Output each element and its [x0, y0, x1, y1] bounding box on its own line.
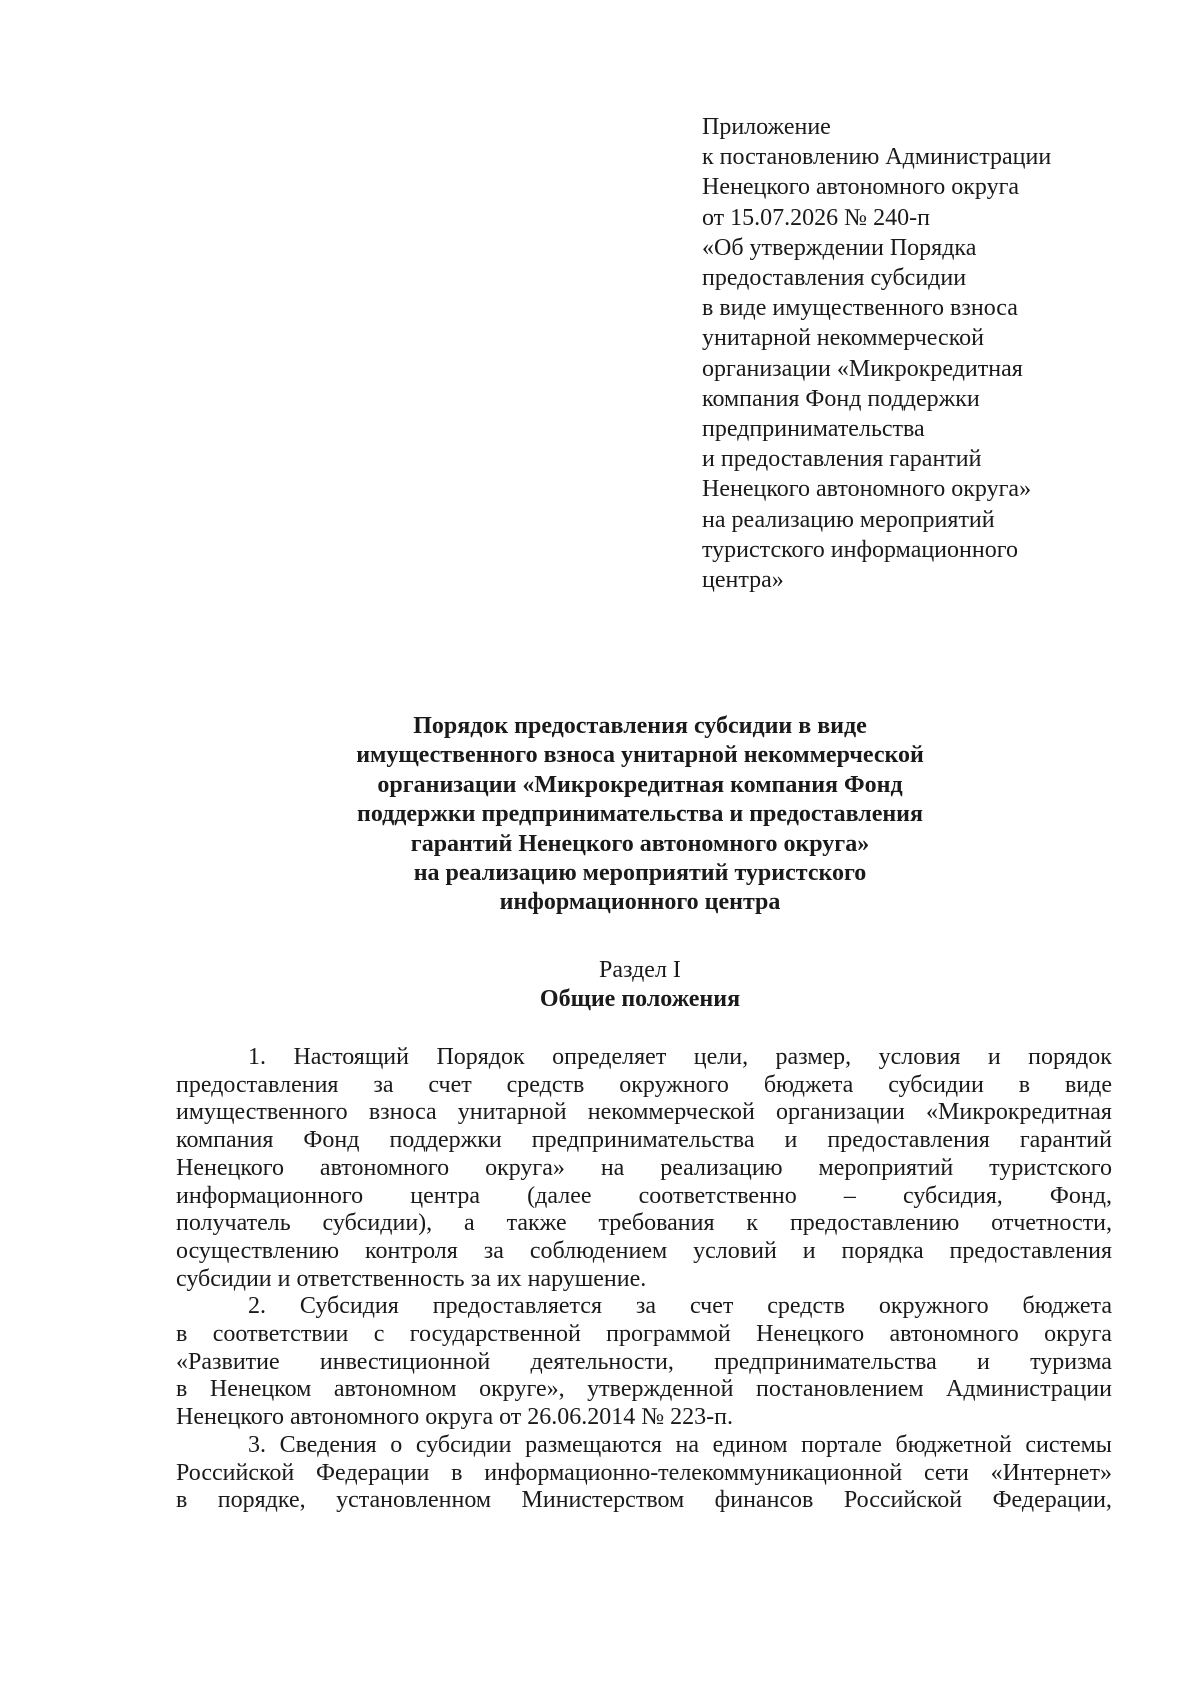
word: и [977, 1348, 990, 1375]
word: взноса [368, 1099, 437, 1126]
word: получатель [176, 1210, 291, 1237]
appendix-line: на реализацию мероприятий [702, 506, 995, 533]
word: реализацию [660, 1154, 783, 1181]
word: Ненецком [209, 1376, 312, 1403]
word: инвестиционной [319, 1348, 491, 1375]
paragraph-line [176, 1044, 1112, 1072]
word: в [176, 1487, 188, 1514]
paragraph-line [176, 1099, 1112, 1127]
appendix-line: туристского информационного [702, 536, 1018, 563]
paragraph-line [176, 1432, 1112, 1460]
word: информационно-телекоммуникационной [484, 1459, 903, 1486]
word: 2. [248, 1293, 266, 1320]
word: «Микрокредитная [926, 1099, 1112, 1126]
word: счет [428, 1071, 472, 1098]
word: размер, [775, 1044, 852, 1070]
word: на [600, 1154, 625, 1181]
word: Ненецкого [176, 1404, 285, 1431]
word: средств [767, 1293, 845, 1320]
title-line: поддержки предпринимательства и предоставления [357, 801, 923, 828]
word: Субсидия [299, 1293, 399, 1320]
word: осуществлению [176, 1237, 340, 1264]
word: и [987, 1044, 1001, 1070]
word: ответственность [296, 1265, 465, 1292]
word: программой [606, 1321, 731, 1348]
word: автономного [290, 1404, 420, 1431]
paragraph-line [176, 1183, 1112, 1211]
paragraph-line [176, 1293, 1112, 1321]
word: Порядок [436, 1044, 525, 1070]
word: автономном [333, 1376, 457, 1403]
word: Ненецкого [756, 1321, 865, 1348]
word: нарушение. [527, 1265, 647, 1292]
appendix-block [702, 112, 1122, 595]
word: о [390, 1431, 403, 1458]
word: в [1018, 1071, 1031, 1098]
appendix-line: центра» [702, 567, 784, 594]
word: отчетности, [991, 1210, 1112, 1237]
word: утвержденной [587, 1376, 734, 1403]
word: за [373, 1071, 394, 1098]
word: за [483, 1237, 504, 1264]
title-line: информационного центра [499, 889, 781, 916]
word: 223-п. [670, 1404, 734, 1431]
word: автономного [889, 1321, 1019, 1348]
appendix-line: предоставления субсидии [702, 265, 967, 292]
word: округа [425, 1404, 494, 1431]
word: № [641, 1404, 665, 1431]
word: условий [693, 1237, 777, 1264]
word: едином [712, 1431, 788, 1458]
word: автономного [319, 1154, 450, 1181]
word: округа [1044, 1321, 1112, 1348]
word: виде [1064, 1071, 1112, 1098]
paragraph [176, 1044, 1112, 1293]
word: требования [598, 1210, 715, 1237]
word: 1. [248, 1044, 266, 1070]
word: предоставления [176, 1071, 339, 1098]
word: государственной [409, 1321, 581, 1348]
word: некоммерческой [587, 1099, 755, 1126]
word: субсидия, [902, 1182, 1003, 1209]
word: Российской [176, 1459, 295, 1486]
word: за [635, 1293, 657, 1320]
word: их [496, 1265, 522, 1292]
paragraph-line [176, 1321, 1112, 1349]
section-number: Раздел I [599, 957, 681, 983]
word: информационного [176, 1182, 364, 1209]
title-line: Порядок предоставления субсидии в виде [413, 713, 867, 739]
paragraph-line [176, 1460, 1112, 1488]
document-title [230, 712, 1050, 918]
appendix-line: организации «Микрокредитная [702, 355, 1023, 382]
word: порядке, [217, 1487, 306, 1514]
title-line: организации «Микрокредитная компания Фонд [377, 771, 903, 798]
word: портале [801, 1431, 882, 1458]
word: Сведения [279, 1431, 377, 1458]
word: окружного [619, 1071, 729, 1098]
word: к [746, 1210, 759, 1237]
word: и [802, 1237, 816, 1264]
word: Федерации [316, 1459, 430, 1486]
paragraph [176, 1293, 1112, 1432]
word: субсидии), [322, 1210, 433, 1237]
word: Администрации [946, 1376, 1112, 1403]
word: бюджета [763, 1071, 854, 1098]
word: 3. [248, 1431, 266, 1458]
word: Министерством [521, 1487, 685, 1514]
word: размещаются [525, 1431, 662, 1458]
word: (далее [527, 1182, 592, 1209]
word: Федерации, [992, 1487, 1112, 1514]
word: и [277, 1265, 291, 1292]
word: предпринимательства [714, 1348, 937, 1375]
word: предоставлению [789, 1210, 960, 1237]
word: соответствии [212, 1321, 349, 1348]
word: на [675, 1431, 699, 1458]
word: Настоящий [293, 1044, 409, 1070]
word: системы [1025, 1431, 1112, 1458]
word: – [843, 1182, 856, 1209]
word: с [373, 1321, 385, 1348]
word: порядка [841, 1237, 924, 1264]
word: унитарной [457, 1099, 567, 1126]
word: цели, [693, 1044, 749, 1070]
word: мероприятий [818, 1154, 954, 1181]
word: также [506, 1210, 567, 1237]
word: за [470, 1265, 491, 1292]
word: контроля [365, 1237, 458, 1264]
paragraph-line [176, 1238, 1112, 1266]
appendix-line: унитарной некоммерческой [702, 325, 984, 352]
title-line: гарантий Ненецкого автономного округа» [410, 830, 870, 857]
title-line: имущественного взноса унитарной некоммерческой [356, 742, 924, 769]
word: Ненецкого [176, 1154, 285, 1181]
word: средств [506, 1071, 585, 1098]
appendix-line: в виде имущественного взноса [702, 295, 1018, 322]
word: предпринимательства [531, 1127, 755, 1154]
word: в [176, 1376, 188, 1403]
word: установленном [336, 1487, 492, 1514]
word: соответственно [638, 1182, 797, 1209]
appendix-line: предпринимательства [702, 416, 925, 443]
word: субсидии [176, 1265, 272, 1292]
word: округе», [479, 1376, 565, 1403]
paragraph-line [176, 1072, 1112, 1100]
appendix-line: компания Фонд поддержки [702, 385, 980, 412]
word: деятельности, [530, 1348, 674, 1375]
appendix-line: «Об утверждении Порядка [702, 234, 977, 261]
appendix-line: Приложение [702, 114, 831, 140]
title-line: на реализацию мероприятий туристского [413, 860, 867, 887]
document-body [176, 1044, 1112, 1515]
appendix-line: Ненецкого автономного округа» [702, 476, 1032, 503]
section-heading [230, 956, 1050, 1015]
paragraph-line [176, 1376, 1112, 1404]
word: Российской [843, 1487, 963, 1514]
paragraph-line [176, 1210, 1112, 1238]
word: гарантий [1019, 1127, 1112, 1154]
word: финансов [714, 1487, 814, 1514]
word: округа» [485, 1154, 565, 1181]
word: в [176, 1321, 188, 1348]
word: в [451, 1459, 463, 1486]
paragraph [176, 1432, 1112, 1515]
word: окружного [878, 1293, 989, 1320]
word: счет [689, 1293, 734, 1320]
word: Фонд, [1049, 1182, 1112, 1209]
appendix-line: к постановлению Администрации [702, 144, 1052, 171]
word: Фонд [303, 1127, 360, 1154]
word: 26.06.2014 [527, 1404, 636, 1431]
paragraph-line [176, 1266, 1112, 1294]
word: компания [176, 1127, 274, 1154]
section-name: Общие положения [539, 986, 741, 1013]
paragraph-line [176, 1404, 1112, 1432]
word: субсидии [415, 1431, 512, 1458]
word: предоставления [949, 1237, 1112, 1264]
word: центра [410, 1182, 481, 1209]
word: имущественного [176, 1099, 348, 1126]
word: субсидии [888, 1071, 984, 1098]
word: предоставляется [432, 1293, 602, 1320]
word: условия [878, 1044, 961, 1070]
appendix-line: от 15.07.2026 № 240-п [702, 204, 930, 231]
word: постановлением [755, 1376, 924, 1403]
paragraph-line [176, 1127, 1112, 1155]
word: порядок [1028, 1044, 1112, 1070]
word: соблюдением [529, 1237, 668, 1264]
word: туристского [989, 1154, 1112, 1181]
word: а [464, 1210, 475, 1237]
appendix-line: и предоставления гарантий [702, 446, 982, 473]
word: «Интернет» [990, 1459, 1112, 1486]
word: «Развитие [176, 1348, 280, 1375]
word: бюджета [1022, 1293, 1112, 1320]
paragraph-line [176, 1155, 1112, 1183]
word: предоставления [827, 1127, 990, 1154]
word: и [784, 1127, 798, 1154]
appendix-line: Ненецкого автономного округа [702, 174, 1020, 201]
word: бюджетной [895, 1431, 1012, 1458]
word: туризма [1030, 1348, 1112, 1375]
word: сети [923, 1459, 969, 1486]
paragraph-line [176, 1487, 1112, 1515]
word: организации [776, 1099, 905, 1126]
word: поддержки [389, 1127, 502, 1154]
word: от [499, 1404, 522, 1431]
word: определяет [552, 1044, 667, 1070]
paragraph-line [176, 1349, 1112, 1377]
